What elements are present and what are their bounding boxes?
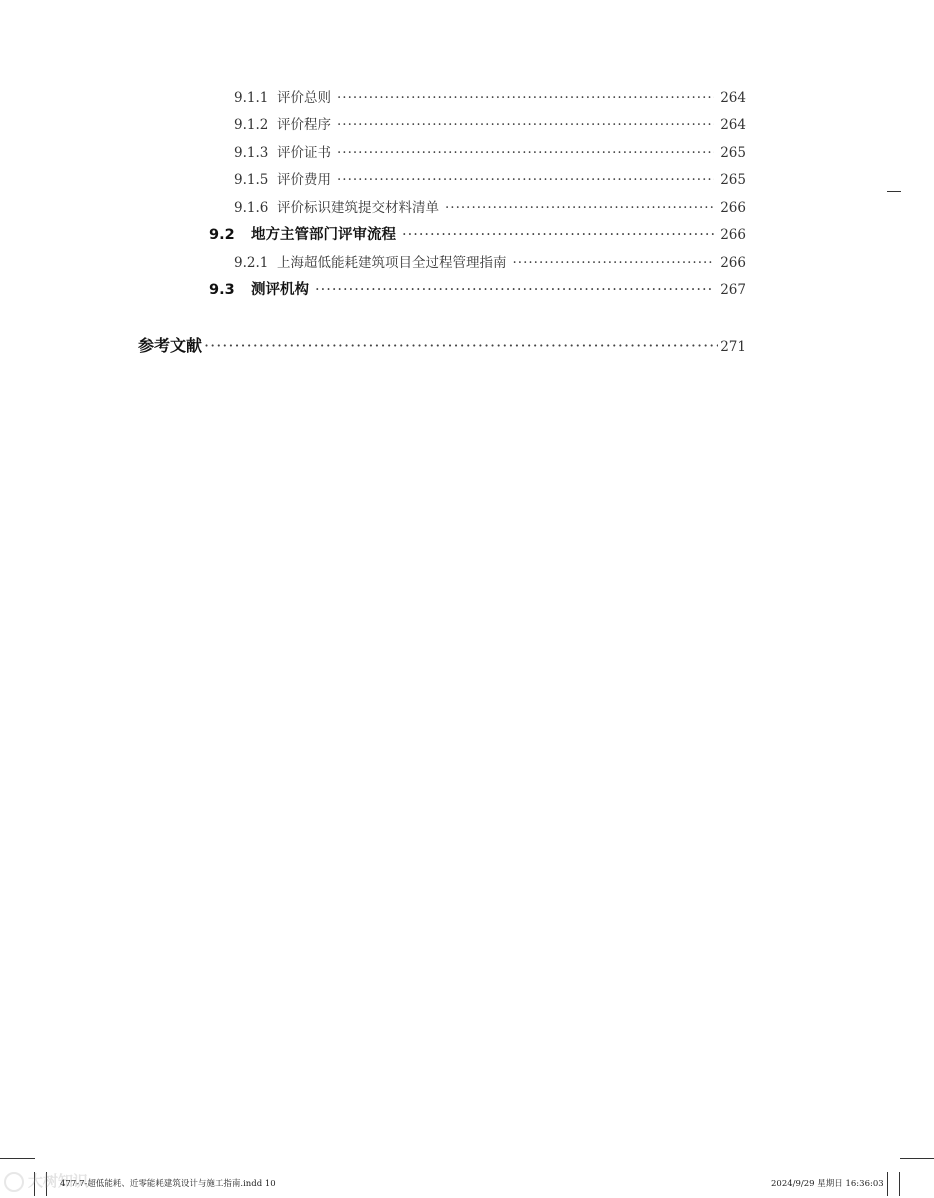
toc-entry[interactable] — [234, 251, 746, 271]
toc-entry-number: 9.1.1 — [234, 90, 269, 106]
toc-entry-number: 9.1.2 — [234, 117, 269, 133]
logo-circle-icon — [4, 1172, 24, 1192]
dot-leader — [204, 336, 718, 355]
toc-entry-title: 评价程序 — [277, 117, 331, 133]
toc-entry-page: 266 — [720, 255, 746, 271]
toc-entry-number: 9.2.1 — [234, 255, 269, 271]
toc-entry-page: 265 — [720, 145, 746, 161]
dot-leader — [445, 200, 714, 216]
toc-entry-title: 参考文献 — [138, 336, 203, 355]
watermark-logo: 大树知识 — [4, 1170, 114, 1192]
dot-leader — [337, 172, 714, 188]
toc-entry-number: 9.1.3 — [234, 145, 269, 161]
dot-leader — [315, 282, 714, 298]
toc-entry[interactable] — [234, 141, 746, 161]
toc-entry-page: 265 — [720, 172, 746, 188]
toc-entry-title: 评价证书 — [277, 145, 331, 161]
toc-entry[interactable] — [234, 113, 746, 133]
toc-entry[interactable] — [234, 196, 746, 216]
toc-entry-title: 评价总则 — [277, 90, 331, 106]
toc-chapter-entry[interactable] — [138, 333, 746, 356]
crop-mark — [899, 1172, 900, 1196]
toc-entry-number: 9.3 — [209, 282, 235, 298]
toc-entry-title: 评价费用 — [277, 172, 331, 188]
toc-entry[interactable] — [234, 168, 746, 188]
dot-leader — [337, 145, 714, 161]
dot-leader — [402, 227, 714, 243]
toc-entry-page: 264 — [720, 90, 746, 106]
crop-mark — [887, 1172, 888, 1196]
dot-leader — [337, 117, 714, 133]
dot-leader — [513, 255, 715, 271]
toc-section-entry[interactable] — [209, 278, 746, 299]
file-slug: 477-7-超低能耗、近零能耗建筑设计与施工指南.indd 10 — [60, 1179, 276, 1189]
toc-entry-page: 266 — [720, 200, 746, 216]
toc-entry-title: 上海超低能耗建筑项目全过程管理指南 — [277, 255, 507, 271]
toc-entry-title: 评价标识建筑提交材料清单 — [277, 200, 439, 216]
crop-mark — [900, 1158, 934, 1159]
toc-entry-title: 测评机构 — [251, 282, 309, 298]
toc-entry-page: 264 — [720, 117, 746, 133]
toc-entry-page: 266 — [720, 227, 746, 243]
toc-entry-page: 267 — [720, 282, 746, 298]
toc-section-entry[interactable] — [209, 223, 746, 244]
crop-mark — [0, 1158, 35, 1159]
toc-entry[interactable] — [234, 86, 746, 106]
toc-entry-title: 地方主管部门评审流程 — [251, 227, 396, 243]
margin-mark — [887, 191, 901, 192]
toc-entry-number: 9.2 — [209, 227, 235, 243]
toc-entry-number: 9.1.5 — [234, 172, 269, 188]
toc-entry-number: 9.1.6 — [234, 200, 269, 216]
dot-leader — [337, 90, 714, 106]
datetime-slug: 2024/9/29 星期日 16:36:03 — [771, 1179, 884, 1189]
toc-entry-page: 271 — [720, 339, 746, 355]
